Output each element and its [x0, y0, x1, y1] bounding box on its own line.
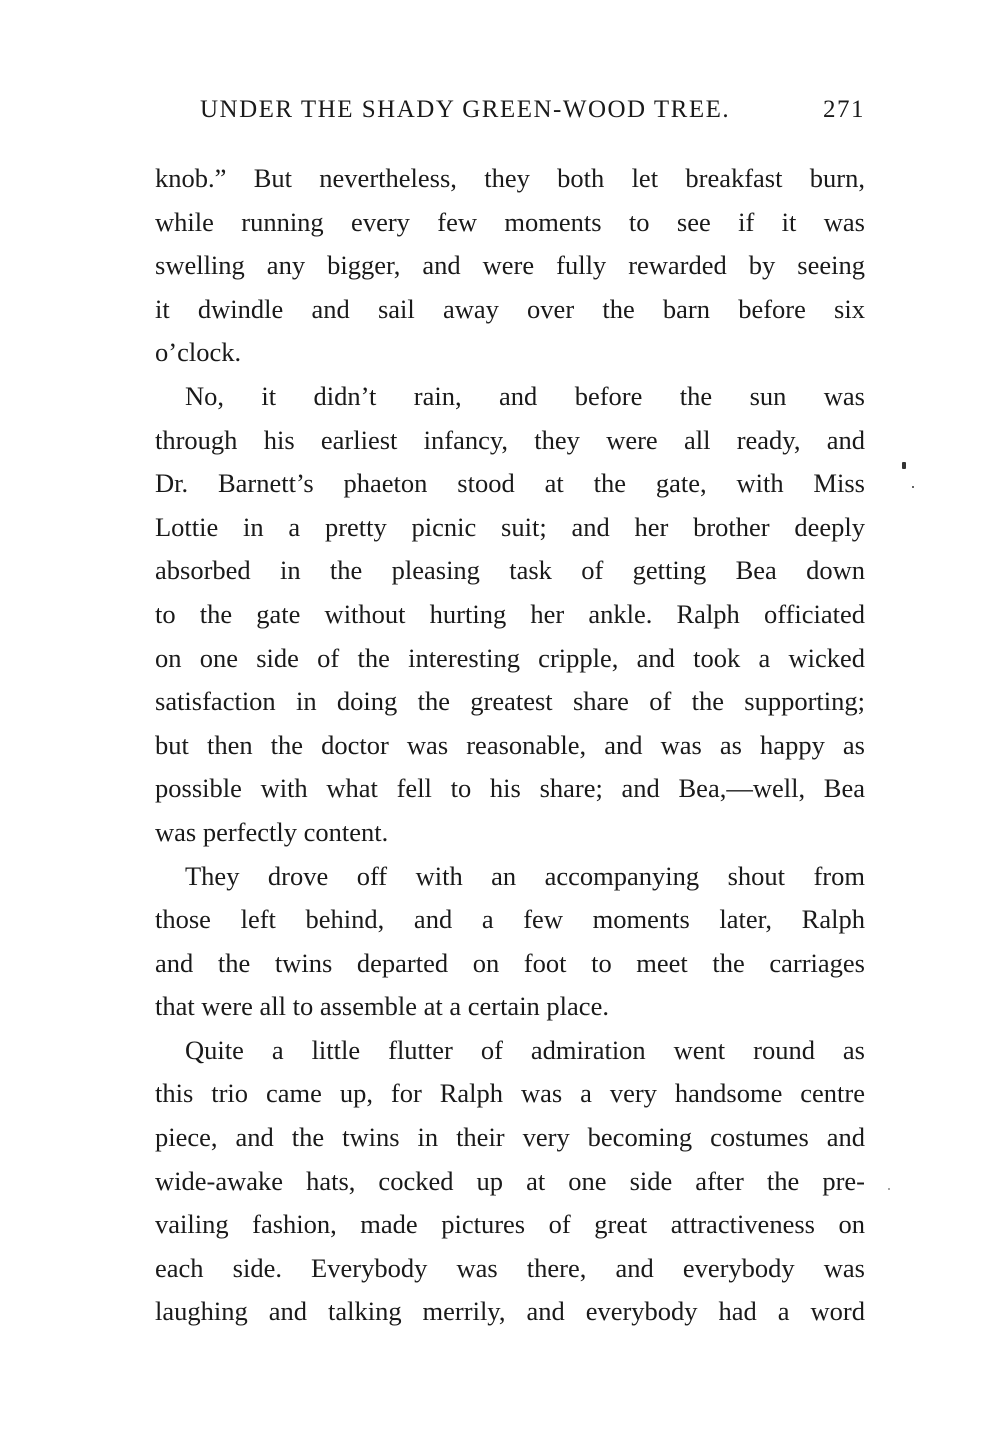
- text-line: Quite a little flutter of admiration went round as: [185, 1034, 865, 1065]
- text-line: while running every few moments to see if it was: [155, 206, 865, 237]
- text-line: was perfectly content.: [155, 816, 389, 847]
- text-line: wide-awake hats, cocked up at one side after the pre-: [155, 1165, 865, 1196]
- text-line: and the twins departed on foot to meet the carriages: [155, 947, 865, 978]
- text-line: absorbed in the pleasing task of getting Bea down: [155, 555, 865, 586]
- text-line: to the gate without hurting her ankle. Ralph officiated: [155, 598, 865, 629]
- text-line: knob.” But nevertheless, they both let breakfast burn,: [155, 163, 865, 193]
- running-title: UNDER THE SHADY GREEN-WOOD TREE.: [200, 96, 731, 123]
- text-line: laughing and talking merrily, and everybody had a word: [155, 1296, 865, 1327]
- text-line: possible with what fell to his share; and Bea,—well, Bea: [155, 773, 865, 804]
- text-line: piece, and the twins in their very becoming costumes and: [155, 1122, 865, 1153]
- text-line: No, it didn’t rain, and before the sun was: [185, 380, 865, 411]
- ink-speck: [902, 462, 906, 469]
- text-line: swelling any bigger, and were fully rewarded by seeing: [155, 250, 865, 281]
- page-number: 271: [823, 96, 865, 123]
- text-line: each side. Everybody was there, and everybody was: [155, 1252, 865, 1283]
- text-line: Lottie in a pretty picnic suit; and her brother deeply: [155, 511, 865, 542]
- text-line: satisfaction in doing the greatest share of the supporting;: [155, 686, 865, 717]
- text-line: through his earliest infancy, they were all ready, and: [155, 424, 865, 455]
- text-line: that were all to assemble at a certain place.: [155, 991, 609, 1022]
- text-line: this trio came up, for Ralph was a very handsome centre: [155, 1078, 865, 1109]
- text-line: vailing fashion, made pictures of great attractiveness on: [155, 1209, 865, 1240]
- text-line: Dr. Barnett’s phaeton stood at the gate, with Miss: [155, 468, 865, 499]
- body-text: [155, 157, 865, 1334]
- text-line: o’clock.: [155, 337, 242, 368]
- running-head: [200, 92, 865, 128]
- text-line: They drove off with an accompanying shout from: [185, 860, 865, 891]
- text-line: those left behind, and a few moments later, Ralph: [155, 904, 865, 935]
- ink-speck: [888, 1188, 890, 1190]
- text-line: it dwindle and sail away over the barn before six: [155, 293, 865, 324]
- text-line: but then the doctor was reasonable, and was as happy as: [155, 729, 865, 760]
- ink-speck: [912, 486, 914, 488]
- text-line: on one side of the interesting cripple, and took a wicked: [155, 642, 865, 673]
